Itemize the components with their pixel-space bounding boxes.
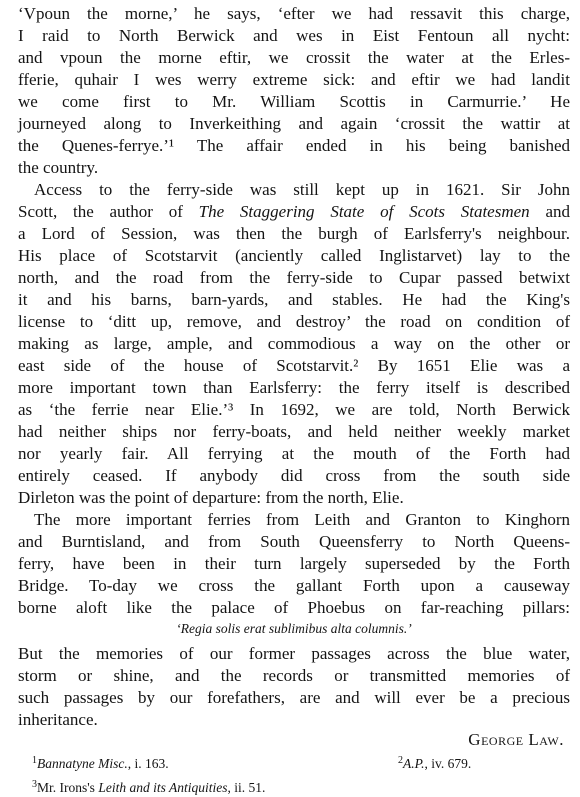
footnote-source: Leith and its Antiquities	[98, 780, 228, 795]
text-line: as ‘the ferrie near Elie.’³ In 1692, we are told, North Berwick	[18, 400, 570, 419]
footnote-mark: 1	[32, 755, 37, 766]
footnote-3	[32, 780, 265, 796]
text-line: Bridge. To-day we cross the gallant Forth upon a causeway	[18, 576, 570, 595]
text-line: Dirleton was the point of departure: from the north, Elie.	[18, 488, 404, 507]
footnote-source: Bannatyne Misc.	[37, 756, 128, 771]
text-line: a Lord of Session, was then the burgh of Earlsferry's neighbour.	[18, 224, 570, 243]
text-line: we come first to Mr. William Scottis in Carmurrie.’ He	[18, 92, 570, 111]
text-line: I raid to North Berwick and wes in Eist Fentoun all nycht:	[18, 26, 570, 45]
footnote-ref: , iv. 679.	[424, 756, 472, 771]
text-line: journeyed along to Inverkeithing and again ‘crossit the wattir at	[18, 114, 570, 133]
text-line: borne aloft like the palace of Phoebus on far-reaching pillars:	[18, 598, 570, 617]
text-line: storm or shine, and the records or transmitted memories of	[18, 666, 570, 685]
text-line: inheritance.	[18, 710, 98, 729]
footnote-2	[398, 756, 471, 772]
text-line: The more important ferries from Leith and Granton to Kinghorn	[34, 510, 570, 529]
text-line: ferry, have been in their turn largely superseded by the Forth	[18, 554, 570, 573]
footnote-ref: , i. 163.	[127, 756, 169, 771]
text-line: the country.	[18, 158, 99, 177]
text-line: license to ‘ditt up, remove, and destroy’ the road on condition of	[18, 312, 570, 331]
footnote-mark: 3	[32, 779, 37, 790]
text-line: and vpoun the morne eftir, we crossit the water at the Erles-	[18, 48, 570, 67]
text-line: and Burntisland, and from South Queensferry to North Queens-	[18, 532, 570, 551]
text-line: it and his barns, barn-yards, and stables. He had the King's	[18, 290, 570, 309]
text-line: east side of the house of Scotstarvit.² By 1651 Elie was a	[18, 356, 570, 375]
text-line: north, and the road from the ferry-side to Cupar passed betwixt	[18, 268, 570, 287]
text-line: His place of Scotstarvit (anciently called Inglistarvet) lay to the	[18, 246, 570, 265]
text-line: such passages by our forefathers, are and will ever be a precious	[18, 688, 570, 707]
text-line: fferie, quhair I wes werry extreme sick: and eftir we had landit	[18, 70, 570, 89]
text-line: the Quenes-ferrye.’¹ The affair ended in his being banished	[18, 136, 570, 155]
footnote-1	[32, 756, 169, 772]
footnote-pre: Mr. Irons's	[37, 780, 99, 795]
text-line: ‘Vpoun the morne,’ he says, ‘efter we had ressavit this charge,	[18, 4, 570, 23]
book-title: The Staggering State of Scots Statesmen	[198, 202, 530, 221]
text-line: making as large, ample, and commodious a way on the other or	[18, 334, 570, 353]
text-line-parts: Scott, the author of The Staggering State of Scots Statesmen and	[18, 202, 570, 221]
footnote-ref: , ii. 51.	[227, 780, 266, 795]
text-line: had neither ships nor ferry-boats, and held neither weekly market	[18, 422, 570, 441]
footnote-mark: 2	[398, 755, 403, 766]
text-line: more important town than Earlsferry: the ferry itself is described	[18, 378, 570, 397]
author-signature: George Law.	[468, 730, 564, 749]
text-line-with-title	[18, 202, 570, 222]
text-line: Access to the ferry-side was still kept up in 1621. Sir John	[34, 180, 570, 199]
text-line: entirely ceased. If anybody did cross from the south side	[18, 466, 570, 485]
footnote-source: A.P.	[403, 756, 425, 771]
text-line: But the memories of our former passages across the blue water,	[18, 644, 570, 663]
latin-quotation: ‘Regia solis erat sublimibus alta columnis.’	[176, 621, 412, 636]
text-line: nor yearly fair. All ferrying at the mouth of the Forth had	[18, 444, 570, 463]
